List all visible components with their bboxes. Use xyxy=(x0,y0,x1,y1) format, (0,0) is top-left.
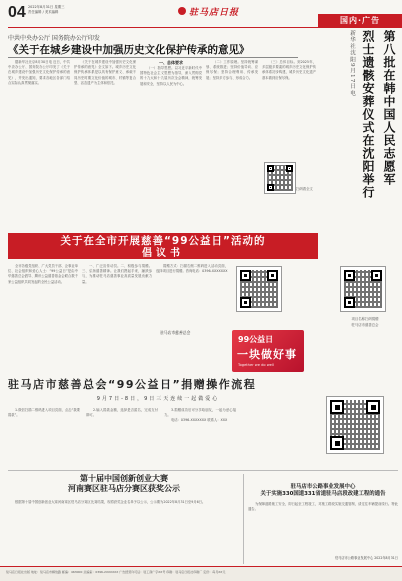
date-line: 2022年8月31日 星期三 xyxy=(28,5,65,9)
article1-qr-caption: 扫码看全文 xyxy=(296,187,313,191)
masthead xyxy=(178,3,248,19)
article4-text: 根据第十届中国创新创业大赛河南赛区驻马店分赛区比赛结果，现将获奖企业名单予以公示，公示期为2022年8月31日至9月6日。 xyxy=(15,500,206,504)
article4-title-line1: 第十届中国创新创业大赛 xyxy=(80,474,168,483)
article1-title: 《关于在城乡建设中加强历史文化保护传承的意见》 xyxy=(8,44,250,56)
article5-signature: 驻马店市公路事业发展中心 2022年8月31日 xyxy=(334,556,398,560)
article2-column-1 xyxy=(8,264,78,368)
article2-qr-caption-2: 驻马店市慈善总会 xyxy=(351,323,379,327)
article1-col3-heading: 一、总体要求 xyxy=(159,60,183,65)
article5-text: 为保障道路施工安全，即日起至工程竣工，对施工路段实施交通管制，请过往车辆提前绕行。特此通告。 xyxy=(248,502,398,512)
article3-step1: 1.微信扫描二维码进入项目页面，点击“我要捐款”。 xyxy=(8,408,80,418)
editor-line: 责任编辑 / 美术编辑 xyxy=(28,9,59,14)
masthead-logo-icon xyxy=(178,7,186,15)
article2-banner xyxy=(8,233,318,259)
article1-column-3 xyxy=(140,60,202,228)
article2-column-3 xyxy=(156,264,228,326)
article5-body xyxy=(248,502,398,552)
article3-column-3 xyxy=(164,408,236,468)
article3-step2: 2.输入捐款金额，选择是否匿名，完成支付即可。 xyxy=(86,408,158,418)
column-divider xyxy=(243,474,244,564)
article3-column-2 xyxy=(86,408,158,468)
article2-text-1: 全市各级党组织、广大党员干部、企事业单位、社会组织和爱心人士：“99公益日”是由中华慈善总会倡导、腾讯公益慈善基金会联合数千家公益组织共同发起的全民公益活动。 xyxy=(8,264,78,284)
article3-date-line: 9月7日-8日，9日三天连续一起做爱心 xyxy=(96,396,220,402)
promo-slogan: 一块做好事 xyxy=(237,348,297,361)
article5-title-line2: 关于实施330国道331省道驻马店段改建工程的通告 xyxy=(260,491,386,497)
page-footer: 驻马店日报社出版 地址：驻马店市解放路 邮编：463000 总编室：0396-2XXXXXX 广告经营许可证：驻工商广字XX号 印刷：驻马店日报社印刷厂 定价：每月XX元 xyxy=(0,566,402,581)
article1-rule xyxy=(8,57,298,58)
article2-qr-code-1[interactable] xyxy=(236,266,282,312)
article5-header xyxy=(246,484,400,498)
article1-text-5: （三）总体目标。到2025年，多层级多要素的城乡历史文化保护传承体系初步构建，城乡历史文化遗产基本做到应保尽保。 xyxy=(262,60,316,80)
promo-card xyxy=(232,330,304,372)
vertical-headline-subtitle: 新华社沈阳9月17日电 xyxy=(349,30,355,97)
article3-note: 电话：0396-XXXXXXX 联系人：XXX xyxy=(171,418,228,423)
date-info xyxy=(28,5,76,14)
article4-title-line2: 河南赛区驻马店分赛区获奖公示 xyxy=(68,484,180,493)
article1-text-4: （二）工作原理。坚持统筹谋划、系统推进；坚持价值导向、应保尽保；坚持合理利用、传承发展；坚持多方参与、形成合力。 xyxy=(206,60,258,80)
article3-title: 驻马店市慈善总会“99公益日”捐赠操作流程 xyxy=(8,378,257,391)
article4-body xyxy=(8,500,240,562)
article2-title: 关于在全市开展慈善“99公益日”活动的 xyxy=(60,235,266,247)
article2-column-2 xyxy=(82,264,152,368)
article1-column-2 xyxy=(74,60,136,228)
article2-text-3: 捐赠方式：扫描右侧二维码进入活动页面，选择项目进行捐赠。咨询电话：0396-XXXXXXX xyxy=(156,264,228,274)
article5-title-line1: 驻马店市公路事业发展中心 xyxy=(290,484,356,490)
article2-signature: 驻马店市慈善总会 xyxy=(160,330,191,335)
section-label: 国内·广告 xyxy=(318,14,402,28)
article2-qr-code-2[interactable] xyxy=(340,266,386,312)
article1-text-1: 据新华社北京8月30日电 近日，中共中央办公厅、国务院办公厅印发了《关于在城乡建设中加强历史文化保护传承的意见》，并发出通知，要求各地区各部门结合实际认真贯彻落实。 xyxy=(8,60,70,85)
article3-qr-code[interactable] xyxy=(326,396,384,454)
section-divider xyxy=(8,470,398,471)
header-rule xyxy=(8,27,318,28)
promo-top-text: 99公益日 xyxy=(238,335,274,344)
article1-text-3: （一）指导思想。以习近平新时代中国特色社会主义思想为指导，深入贯彻党的十九大和十九届历次全会精神，统筹发展和安全，坚持以人民为中心。 xyxy=(140,66,202,86)
article1-column-4 xyxy=(206,60,258,228)
vertical-headline-line1: 第八批在韩中国人民志愿军 xyxy=(382,30,396,186)
article4-header xyxy=(8,474,240,494)
masthead-title: 驻马店日报 xyxy=(189,7,240,18)
promo-foot-text: Together we do well xyxy=(238,363,274,367)
page-number: 04 xyxy=(8,4,26,21)
article2-subtitle: 倡议书 xyxy=(142,248,184,259)
article3-column-1 xyxy=(8,408,80,468)
article2-qr-caption-1: 项目名称扫码捐赠 xyxy=(351,317,379,321)
vertical-headline xyxy=(334,30,398,260)
article3-step3: 3.捐赠成功后可分享给朋友，一起为爱心接力。 xyxy=(164,408,236,418)
article1-column-5 xyxy=(262,60,316,160)
article1-column-1 xyxy=(8,60,70,228)
article1-kicker: 中共中央办公厅 国务院办公厅印发 xyxy=(8,35,100,42)
article2-text-2: 一、广泛宣传动员。二、积极参与捐赠。三、弘扬慈善精神。让我们携起手来，踊跃参与，为推动驻马店慈善事业高质量发展贡献力量。 xyxy=(82,264,152,284)
article1-qr-code[interactable] xyxy=(264,162,296,194)
article1-text-2: 《关于在城乡建设中加强历史文化保护传承的意见》全文如下。城乡历史文化保护传承体系是以具有保护意义、承载不同历史时期文化价值的城市、村镇等复合型、活态遗产为主体和依托。 xyxy=(74,60,136,85)
vertical-headline-line2: 烈士遗骸安葬仪式在沈阳举行 xyxy=(361,30,375,199)
